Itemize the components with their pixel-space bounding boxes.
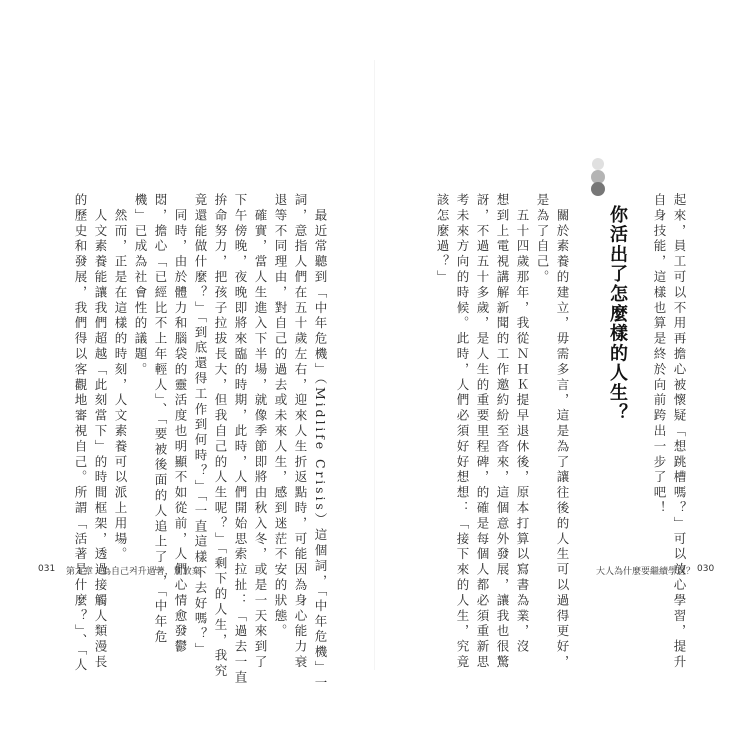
left-body-line-12: 人文素養能讓我們超越「此刻當下」的時間框架，透過接觸人類漫長 <box>93 193 108 671</box>
left-body-line-1: 最近常聽到「中年危機」（Midlife Crisis）這個詞，「中年危機」一 <box>313 193 328 692</box>
intro-line-1: 起來，員工可以不用再擔心被懷疑「想跳槽嗎？」可以放心學習，提升 <box>672 193 687 671</box>
left-body-line-13: 的歷史和發展，我們得以客觀地審視自己。所謂「活著是什麼？」、「人 <box>73 193 88 674</box>
left-body-line-2: 詞，意指人們在五十歲左右，迎來人生折返點時，可能因為身心能力衰 <box>293 193 308 671</box>
right-body-line-3: 五十四歲那年，我從ＮＨＫ提早退休後，原本打算以寫書為業，沒 <box>515 193 530 655</box>
left-body-line-5: 下午傍晚，夜晚即將來臨的時期，此時，人們開始思索拉扯：「過去一直 <box>233 193 248 686</box>
gutter-line <box>374 60 375 670</box>
right-body-line-5: 訝，不過五十多歲，是人生的重要里程碑，的確是每個人都必須重新思 <box>475 193 490 671</box>
section-heading: 你活出了怎麼樣的人生？ <box>607 205 628 423</box>
decorative-dot-top <box>592 158 604 170</box>
left-page-number: 031 <box>38 564 56 574</box>
left-body-line-8: 同時，由於體力和腦袋的靈活度也明顯不如從前，人們心情愈發鬱 <box>173 193 188 655</box>
decorative-dot-bottom <box>591 182 605 196</box>
right-running-footer: 大人為什麼要繼續學習？ <box>596 567 696 577</box>
left-body-line-3: 退等不同理由，對自己的過去或未來人生，感到迷茫不安的狀態。 <box>273 193 288 640</box>
left-body-line-6: 拚命努力，把孩子拉拔長大，但我自己的人生呢？」「剩下的人生，我究 <box>213 193 228 680</box>
left-body-line-10: 機」已成為社會性的議題。 <box>133 193 148 378</box>
right-body-line-7: 該怎麼過？」 <box>435 193 450 286</box>
right-body-line-2: 是為了自己。 <box>535 193 550 286</box>
left-body-line-11: 然而，正是在這樣的時刻，人文素養可以派上用場。 <box>113 193 128 563</box>
left-body-line-7: 竟還能做什麼？」「到底還得工作到何時？」「一直這樣下去好嗎？」 <box>193 193 208 658</box>
left-body-line-4: 確實，當人生進入下半場，就像季節即將由秋入冬，或是一天來到了 <box>253 193 268 671</box>
right-body-line-6: 考未來方向的時候。此時，人們必須好好想想：「接下來的人生，究竟 <box>455 193 470 671</box>
right-body-line-1: 關於素養的建立，毋需多言，這是為了讓往後的人生可以過得更好， <box>555 193 570 671</box>
right-page-number: 030 <box>697 564 715 574</box>
left-body-line-9: 悶，擔心「已經比不上年輕人」、「要被後面的人追上了」，「中年危 <box>153 193 168 646</box>
left-running-footer: 第１章・為自己켜升過著，別放棄 <box>66 567 201 577</box>
right-body-line-4: 想到上電視講解新聞的工作邀約紛至沓來，這個意外發展，讓我也很驚 <box>495 193 510 671</box>
intro-line-2: 自身技能，這樣也算是終於向前跨出一步了吧！ <box>652 193 667 517</box>
